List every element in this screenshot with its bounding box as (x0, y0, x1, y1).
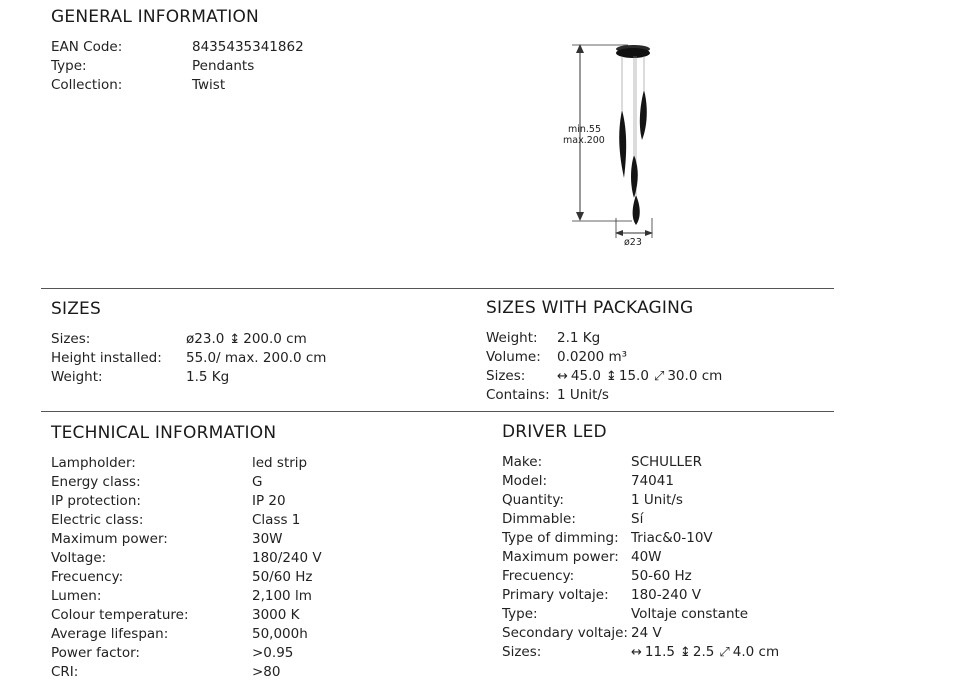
label: Frecuency: (51, 569, 124, 585)
depth-arrow-icon: ⤢ (719, 645, 730, 660)
label: Model: (502, 473, 548, 489)
row-dimmable (502, 510, 779, 529)
label: Type: (502, 606, 538, 622)
row-lampholder (51, 454, 322, 473)
row-sizes (486, 367, 722, 386)
value: 8435435341862 (192, 39, 304, 55)
value: 40W (631, 549, 662, 565)
depth-arrow-icon: ⤢ (653, 369, 665, 384)
row-type-of-dimming (502, 529, 779, 548)
row-sizes (51, 330, 326, 349)
height-max-label: max.200 (563, 135, 605, 146)
general-information-heading: GENERAL INFORMATION (51, 7, 259, 27)
general-information-table (51, 38, 304, 95)
canopy-base (616, 48, 650, 58)
row-height-installed (51, 349, 326, 368)
value: 50-60 Hz (631, 568, 692, 584)
pendant-shape (619, 110, 626, 178)
driver-led-table (502, 453, 779, 662)
value: 180-240 V (631, 587, 701, 603)
row-secondary-voltage (502, 624, 779, 643)
label: Maximum power: (51, 531, 168, 547)
label: Frecuency: (502, 568, 575, 584)
label: Sizes: (486, 368, 526, 384)
row-type (51, 57, 304, 76)
label: Sizes: (51, 331, 91, 347)
label: EAN Code: (51, 39, 123, 55)
row-electric-class (51, 511, 322, 530)
height-arrow-icon: ↨ (679, 645, 691, 660)
label: Power factor: (51, 645, 140, 661)
sizes-table (51, 330, 326, 387)
height-min-label: min.55 (568, 124, 602, 135)
pendant-shape (631, 155, 638, 198)
row-energy-class (51, 473, 322, 492)
driver-led-heading: DRIVER LED (502, 422, 607, 442)
row-frequency (502, 567, 779, 586)
label: Sizes: (502, 644, 542, 660)
label: Dimmable: (502, 511, 576, 527)
label: Height installed: (51, 350, 162, 366)
row-model (502, 472, 779, 491)
value-depth: 30.0 cm (667, 368, 723, 384)
row-maximum-power (51, 530, 322, 549)
section-divider (41, 411, 834, 412)
label: Weight: (51, 369, 103, 385)
lamp-dimension-diagram (560, 40, 670, 255)
sizes-heading: SIZES (51, 299, 101, 319)
row-frequency (51, 568, 322, 587)
row-weight (51, 368, 326, 387)
value: Sí (631, 511, 644, 527)
label: Contains: (486, 387, 550, 403)
value: 3000 K (252, 607, 300, 623)
label: Primary voltaje: (502, 587, 609, 603)
packaging-heading: SIZES WITH PACKAGING (486, 298, 694, 318)
row-cri (51, 663, 322, 682)
label: IP protection: (51, 493, 141, 509)
section-divider (41, 288, 834, 289)
label: Quantity: (502, 492, 564, 508)
label: Make: (502, 454, 543, 470)
label: Colour temperature: (51, 607, 189, 623)
value: IP 20 (252, 493, 286, 509)
row-average-lifespan (51, 625, 322, 644)
row-colour-temperature (51, 606, 322, 625)
value: 30W (252, 531, 283, 547)
value-height: 2.5 (692, 644, 715, 660)
diameter-label: ø23 (624, 237, 642, 248)
packaging-table (486, 329, 722, 405)
value: Pendants (192, 58, 255, 74)
label: Energy class: (51, 474, 141, 490)
value: Triac&0-10V (631, 530, 713, 546)
label: Voltage: (51, 550, 107, 566)
row-ean (51, 38, 304, 57)
value: G (252, 474, 263, 490)
value: 2.1 Kg (557, 330, 601, 346)
value: 1 Unit/s (631, 492, 683, 508)
label: Secondary voltaje: (502, 625, 628, 641)
pendant-shape (640, 90, 647, 140)
row-make (502, 453, 779, 472)
value: 0.0200 m³ (557, 349, 628, 365)
technical-information-heading: TECHNICAL INFORMATION (51, 423, 277, 443)
value: 2,100 lm (252, 588, 312, 604)
row-voltage (51, 549, 322, 568)
row-volume (486, 348, 722, 367)
value-height: 15.0 (618, 368, 649, 384)
label: Weight: (486, 330, 538, 346)
label: CRI: (51, 664, 79, 680)
value-depth: 4.0 cm (732, 644, 780, 660)
value: 180/240 V (252, 550, 322, 566)
arrow-down-icon (576, 212, 584, 221)
value-width: 45.0 (570, 368, 601, 384)
value-diameter: ø23.0 (186, 331, 225, 347)
value: 50,000h (252, 626, 308, 642)
value: Voltaje constante (631, 606, 749, 622)
label: Type of dimming: (502, 530, 619, 546)
value: 1.5 Kg (186, 369, 230, 385)
label: Volume: (486, 349, 541, 365)
value: led strip (252, 455, 308, 471)
value: Class 1 (252, 512, 301, 528)
label: Maximum power: (502, 549, 619, 565)
value: Twist (192, 77, 226, 93)
row-power-factor (51, 644, 322, 663)
value: 50/60 Hz (252, 569, 313, 585)
value-width: 11.5 (644, 644, 675, 660)
value: 74041 (631, 473, 674, 489)
pendant-shape (633, 195, 640, 225)
label: Collection: (51, 77, 123, 93)
value: 24 V (631, 625, 662, 641)
technical-information-table (51, 454, 322, 682)
row-sizes (502, 643, 779, 662)
value: 1 Unit/s (557, 387, 609, 403)
row-type (502, 605, 779, 624)
value: >0.95 (252, 645, 294, 661)
label: Lampholder: (51, 455, 136, 471)
height-arrow-icon: ↨ (605, 369, 617, 384)
value-height: 200.0 cm (243, 331, 307, 347)
row-weight (486, 329, 722, 348)
label: Lumen: (51, 588, 102, 604)
row-primary-voltage (502, 586, 779, 605)
row-ip-protection (51, 492, 322, 511)
value: SCHULLER (631, 454, 702, 470)
label: Average lifespan: (51, 626, 169, 642)
height-arrow-icon: ↨ (229, 332, 241, 347)
label: Electric class: (51, 512, 144, 528)
row-maximum-power (502, 548, 779, 567)
row-lumen (51, 587, 322, 606)
width-arrow-icon: ↔ (557, 369, 568, 384)
value: 55.0/ max. 200.0 cm (186, 350, 327, 366)
label: Type: (51, 58, 87, 74)
row-collection (51, 76, 304, 95)
row-quantity (502, 491, 779, 510)
row-contains (486, 386, 722, 405)
width-arrow-icon: ↔ (631, 645, 642, 660)
value: >80 (252, 664, 281, 680)
